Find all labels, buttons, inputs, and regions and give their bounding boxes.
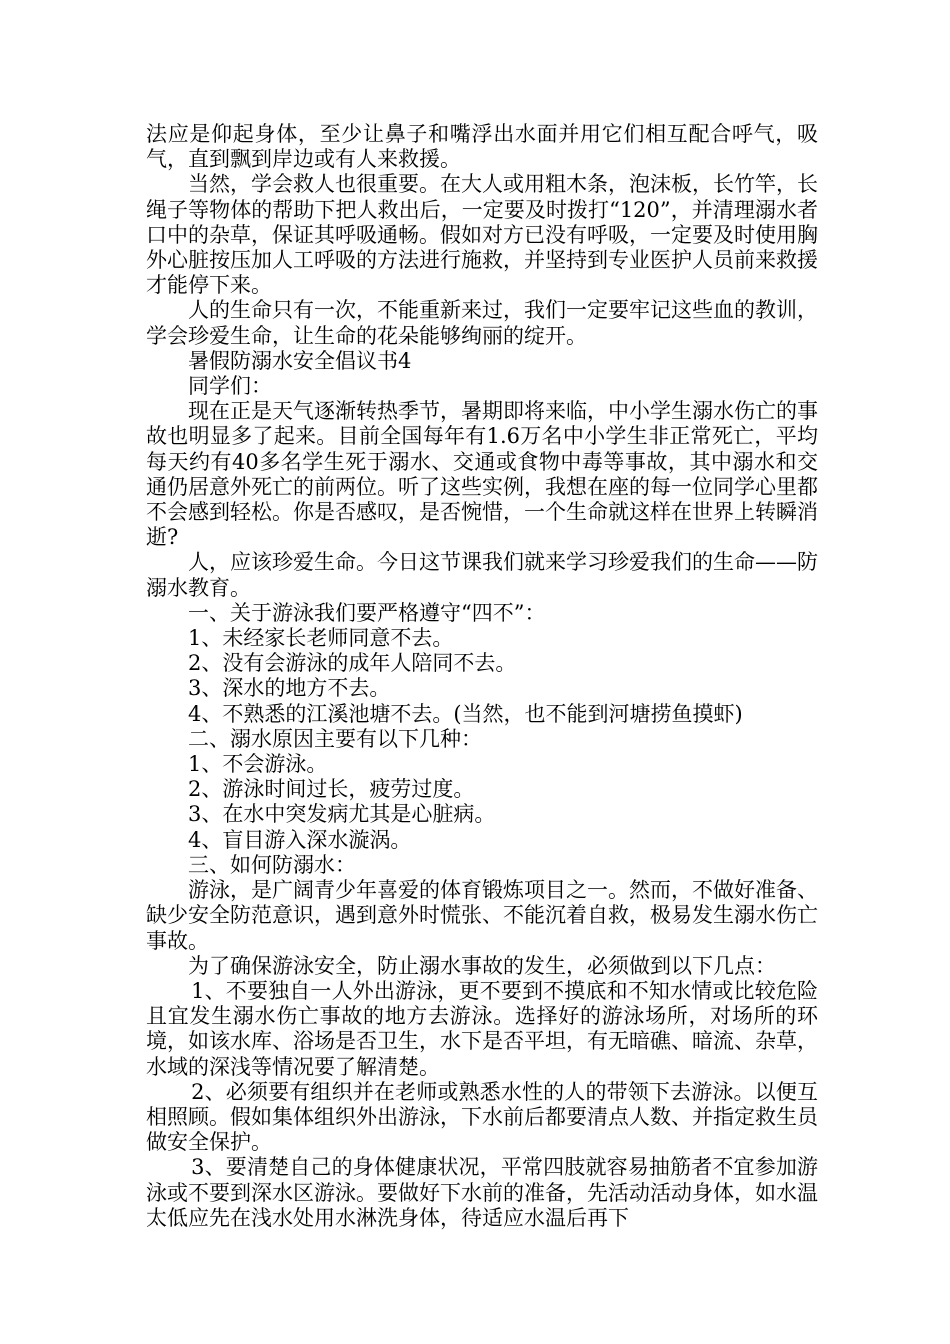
paragraph-intro: 现在正是天气逐渐转热季节，暑期即将来临，中小学生溺水伤亡的事故也明显多了起来。目前全国每年有1.6万名中小学生非正常死亡，平均每天约有40多名学生死于溺水、交通或食物中毒等事故，其中溺水和交通仍居意外死亡的前两位。听了这些实例，我想在座的每一位同学心里都不会感到轻松。你是否感叹，是否惋惜，一个生命就这样在世界上转瞬消逝? <box>146 399 818 550</box>
paragraph-swimming: 游泳，是广阔青少年喜爱的体育锻炼项目之一。然而，不做好准备、缺少安全防范意识，遇到意外时慌张、不能沉着自救，极易发生溺水伤亡事故。 <box>146 878 818 953</box>
list-item: 4、不熟悉的江溪池塘不去。(当然，也不能到河塘捞鱼摸虾) <box>188 701 743 726</box>
paragraph-2: 当然，学会救人也很重要。在大人或用粗木条，泡沫板，长竹竿，长绳子等物体的帮助下把人救出后，一定要及时拨打“120”，并清理溺水者口中的杂草，保证其呼吸通畅。假如对方已没有呼吸，一定要及时使用胸外心脏按压加人工呼吸的方法进行施救，并坚持到专业医护人员前来救援才能停下来。 <box>146 172 818 298</box>
list-item: 3、要清楚自己的身体健康状况，平常四肢就容易抽筋者不宜参加游泳或不要到深水区游泳。要做好下水前的准备，先活动活动身体，如水温太低应先在浅水处用水淋洗身体，待适应水温后再下 <box>146 1155 818 1230</box>
salutation: 同学们： <box>188 374 272 399</box>
heading-prevention: 三、如何防溺水： <box>188 852 356 877</box>
section-title: 暑假防溺水安全倡议书4 <box>188 348 412 373</box>
paragraph-3: 人的生命只有一次，不能重新来过，我们一定要牢记这些血的教训，学会珍爱生命，让生命的花朵能够绚丽的绽开。 <box>146 298 818 348</box>
list-item: 4、盲目游入深水漩涡。 <box>188 827 412 852</box>
paragraph-1: 法应是仰起身体，至少让鼻子和嘴浮出水面并用它们相互配合呼气，吸气，直到飘到岸边或有人来救援。 <box>146 122 818 172</box>
paragraph-safety-points: 为了确保游泳安全，防止溺水事故的发生，必须做到以下几点： <box>188 953 776 978</box>
list-item: 1、未经家长老师同意不去。 <box>188 626 454 651</box>
list-item: 1、不要独自一人外出游泳，更不要到不摸底和不知水情或比较危险且宜发生溺水伤亡事故的地方去游泳。选择好的游泳场所，对场所的环境，如该水库、浴场是否卫生，水下是否平坦，有无暗礁、暗流、杂草，水域的深浅等情况要了解清楚。 <box>146 978 818 1079</box>
list-item: 2、游泳时间过长，疲劳过度。 <box>188 777 475 802</box>
list-item: 2、没有会游泳的成年人陪同不去。 <box>188 651 517 676</box>
heading-drowning-causes: 二、溺水原因主要有以下几种： <box>188 726 482 751</box>
list-item: 2、必须要有组织并在老师或熟悉水性的人的带领下去游泳。以便互相照顾。假如集体组织外出游泳，下水前后都要清点人数、并指定救生员做安全保护。 <box>146 1079 818 1155</box>
heading-four-nots: 一、关于游泳我们要严格遵守“四不”： <box>188 600 546 625</box>
list-item: 3、在水中突发病尤其是心脏病。 <box>188 802 496 827</box>
list-item: 3、深水的地方不去。 <box>188 676 391 701</box>
document-body <box>146 122 818 1231</box>
paragraph-cherish-life: 人，应该珍爱生命。今日这节课我们就来学习珍爱我们的生命——防溺水教育。 <box>146 550 818 600</box>
list-item: 1、不会游泳。 <box>188 752 328 777</box>
